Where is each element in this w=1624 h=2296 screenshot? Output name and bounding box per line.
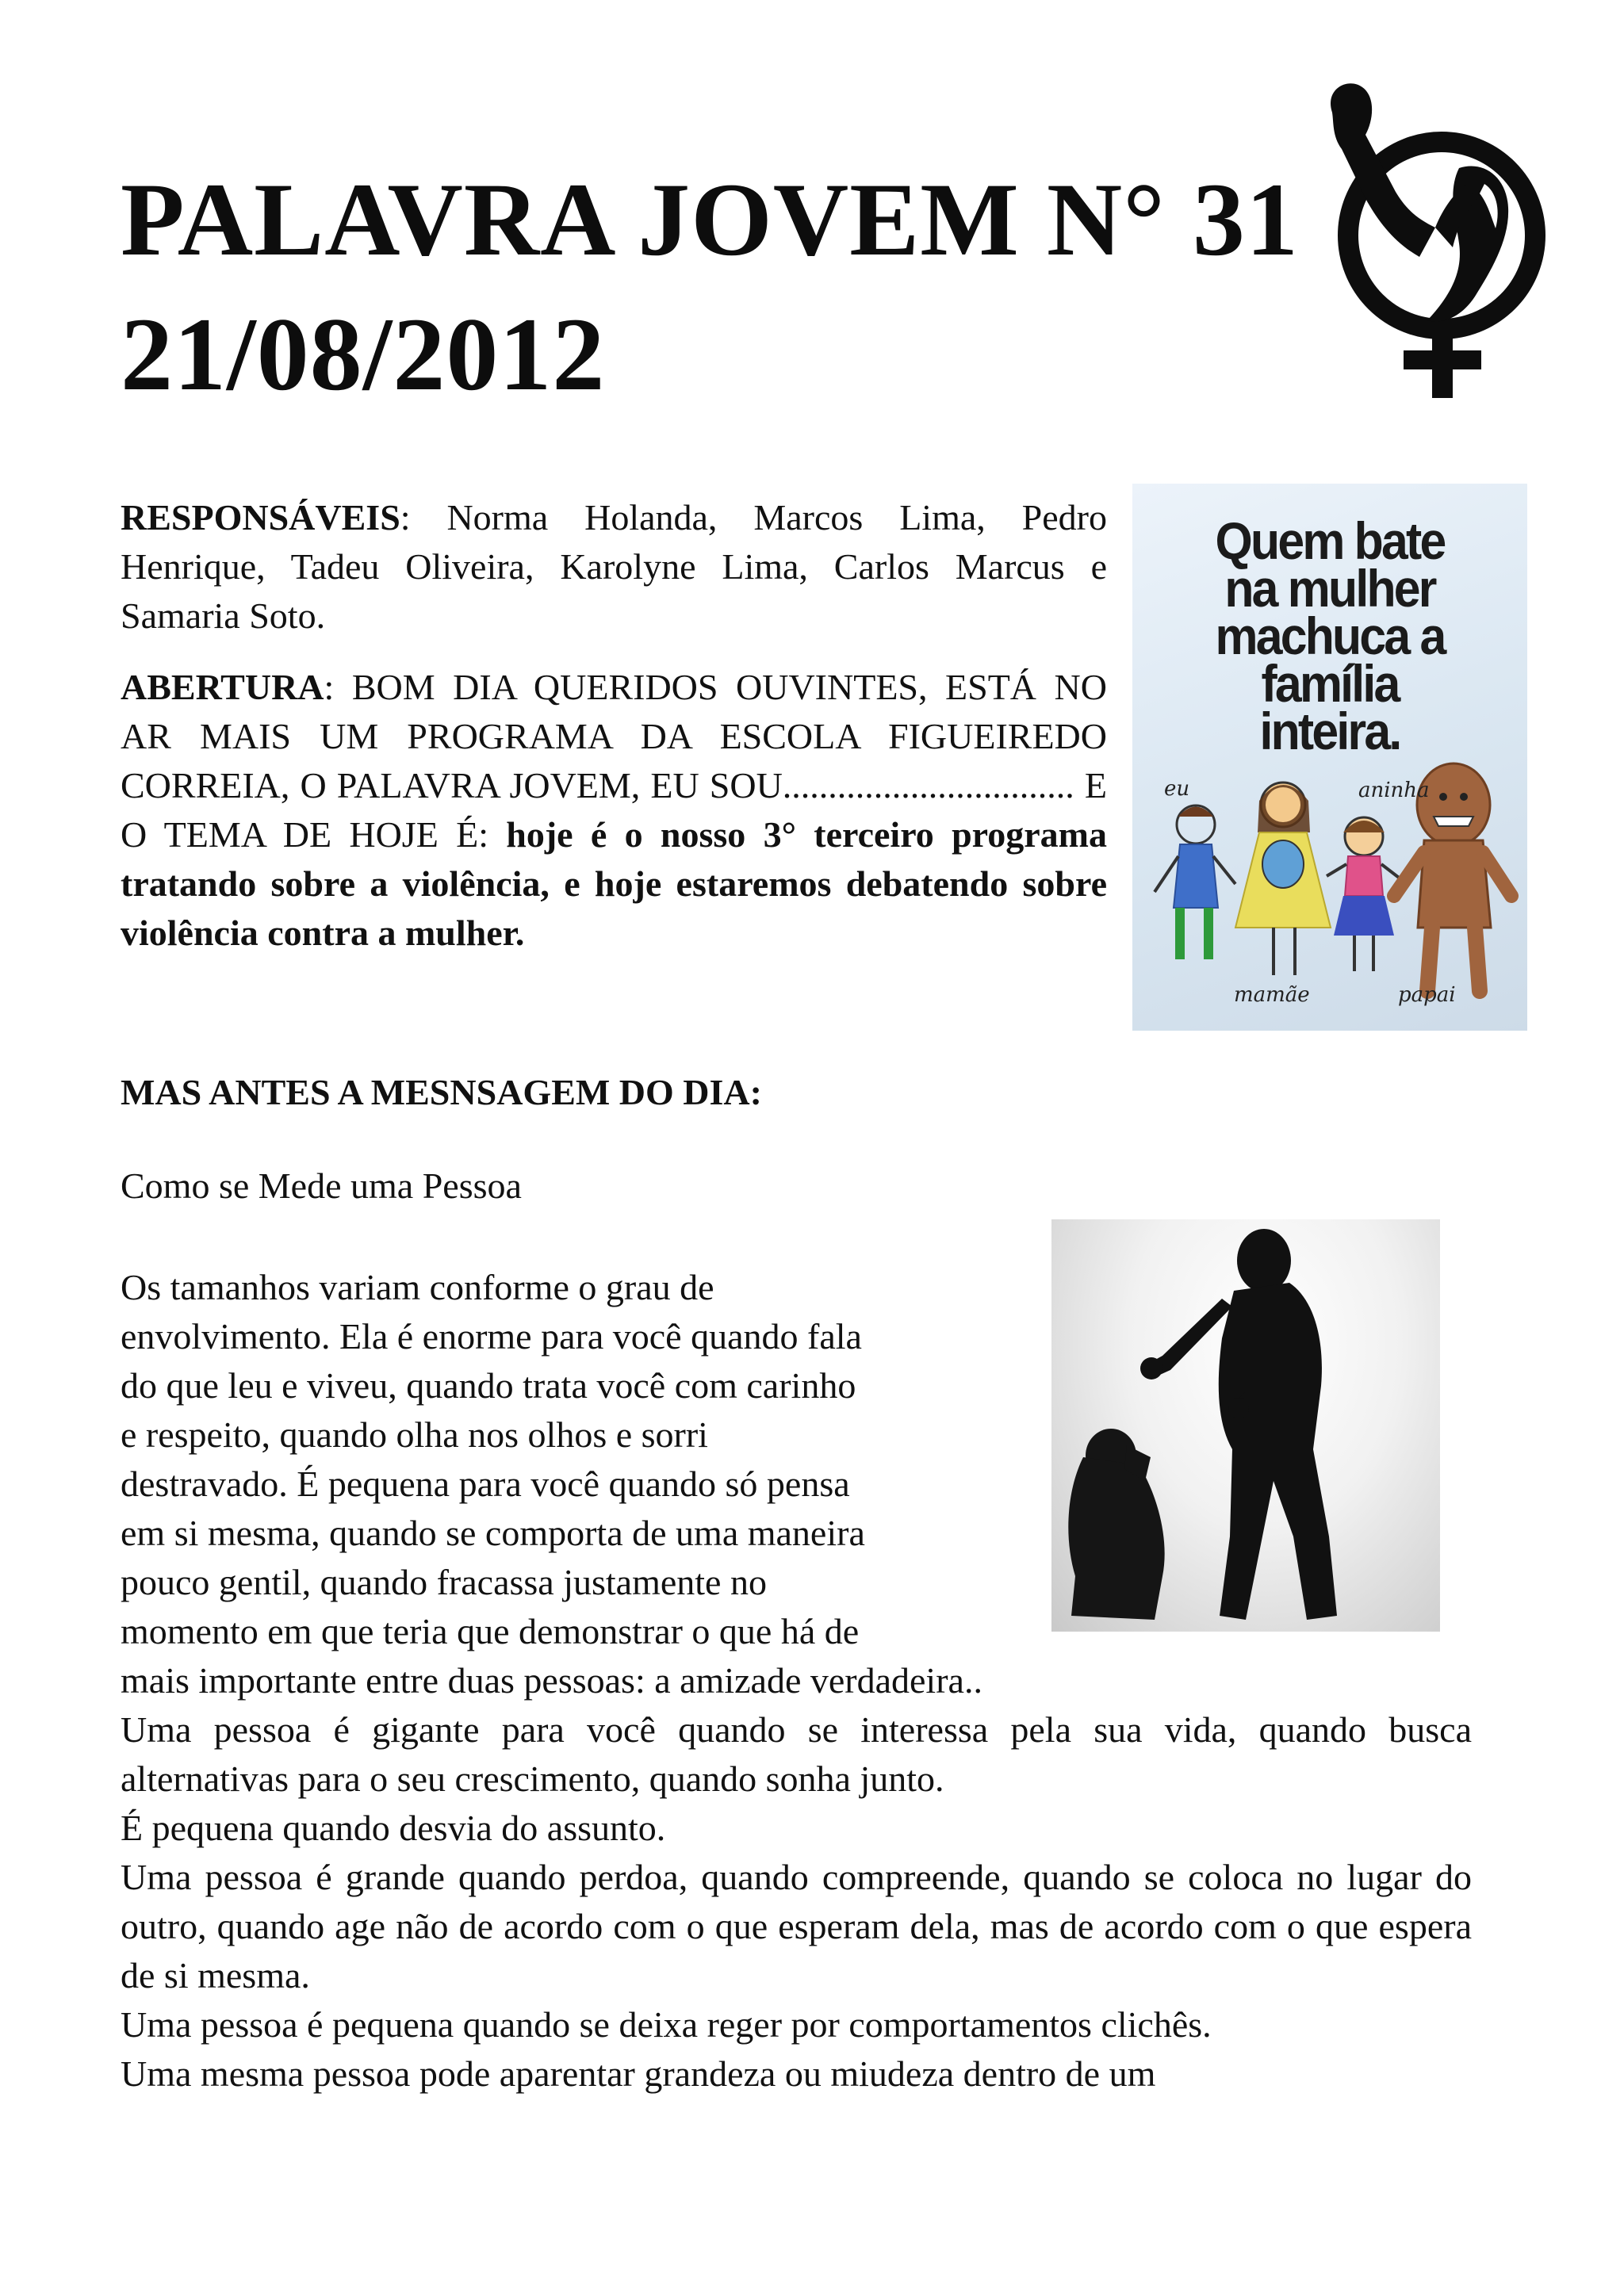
text-line: do que leu e viveu, quando trata você com carinho: [121, 1365, 856, 1406]
text-line: destravado. É pequena para você quando só pensa: [121, 1464, 850, 1504]
abertura-label: ABERTURA: [121, 667, 324, 707]
text-line: Os tamanhos variam conforme o grau de: [121, 1267, 714, 1307]
text-line: pouco gentil, quando fracassa justamente no: [121, 1562, 767, 1602]
poster-headline-line: machuca a família: [1215, 607, 1445, 713]
drawing-mother: [1235, 783, 1331, 975]
drawing-child-eu: [1155, 806, 1235, 959]
poster-label-papai: papai: [1398, 983, 1456, 1007]
violence-silhouette: [1051, 1219, 1440, 1632]
responsaveis-paragraph: [121, 493, 1107, 641]
text-line: em si mesma, quando se comporta de uma maneira: [121, 1513, 865, 1553]
text-paragraph: É pequena quando desvia do assunto.: [121, 1808, 666, 1848]
mensagem-heading: MAS ANTES A MESNSAGEM DO DIA:: [121, 1072, 762, 1112]
title-line-program: PALAVRA JOVEM N° 31: [121, 161, 1299, 277]
abertura-bold-text: hoje é o nosso 3° terceiro programa tratando sobre a violência, e hoje estaremos debatendo sobre violência contra a mulher.: [121, 814, 1107, 953]
text-paragraph: Uma mesma pessoa pode aparentar grandeza ou miudeza dentro de um: [121, 2053, 1156, 2094]
mensagem-paragraphs: [121, 1705, 1472, 2099]
poster-headline-line: na mulher: [1224, 559, 1435, 618]
text-line: envolvimento. Ela é enorme para você quando fala: [121, 1316, 862, 1357]
feminist-fist-venus-symbol-icon: [1300, 73, 1554, 406]
poster-headline-line: Quem bate: [1215, 511, 1445, 570]
page-title: [121, 152, 1299, 422]
aggressor-silhouette: [1140, 1229, 1337, 1620]
title-line-date: 21/08/2012: [121, 296, 606, 412]
victim-silhouette: [1068, 1429, 1164, 1620]
poster-label-eu: eu: [1164, 777, 1190, 801]
text-line: mais importante entre duas pessoas: a amizade verdadeira..: [121, 1660, 982, 1701]
text-line: e respeito, quando olha nos olhos e sorri: [121, 1414, 708, 1455]
poster-label-aninha: aninha: [1358, 779, 1430, 802]
responsaveis-label: RESPONSÁVEIS: [121, 497, 400, 538]
mensagem-title: Como se Mede uma Pessoa: [121, 1165, 522, 1206]
child-drawing-family: [1132, 484, 1527, 1031]
text-paragraph: Uma pessoa é pequena quando se deixa reger por comportamentos clichês.: [121, 2004, 1212, 2045]
mensagem-wrapped-text: [121, 1263, 1056, 1705]
responsaveis-text: : Norma Holanda, Marcos Lima, Pedro Henrique, Tadeu Oliveira, Karolyne Lima, Carlos Marcus e Samaria Soto.: [121, 497, 1107, 636]
poster-headline-line: inteira.: [1259, 702, 1400, 760]
awareness-poster-image: [1132, 484, 1527, 1031]
violence-photo-image: [1051, 1219, 1440, 1632]
text-paragraph: Uma pessoa é grande quando perdoa, quando compreende, quando se coloca no lugar do outro, quando age não de acordo com o que esperam dela, mas de acordo com o que espera de si mesma.: [121, 1857, 1472, 1996]
abertura-text: : BOM DIA QUERIDOS OUVINTES, ESTÁ NO AR MAIS UM PROGRAMA DA ESCOLA FIGUEIREDO CORREIA, O PALAVRA JOVEM, EU SOU................................ E O TEMA DE HOJE É:: [121, 667, 1107, 855]
text-paragraph: Uma pessoa é gigante para você quando se interessa pela sua vida, quando busca alternativas para o seu crescimento, quando sonha junto.: [121, 1709, 1472, 1799]
text-line: momento em que teria que demonstrar o que há de: [121, 1611, 860, 1651]
poster-label-mamae: mamãe: [1234, 983, 1310, 1007]
abertura-paragraph: [121, 663, 1107, 958]
